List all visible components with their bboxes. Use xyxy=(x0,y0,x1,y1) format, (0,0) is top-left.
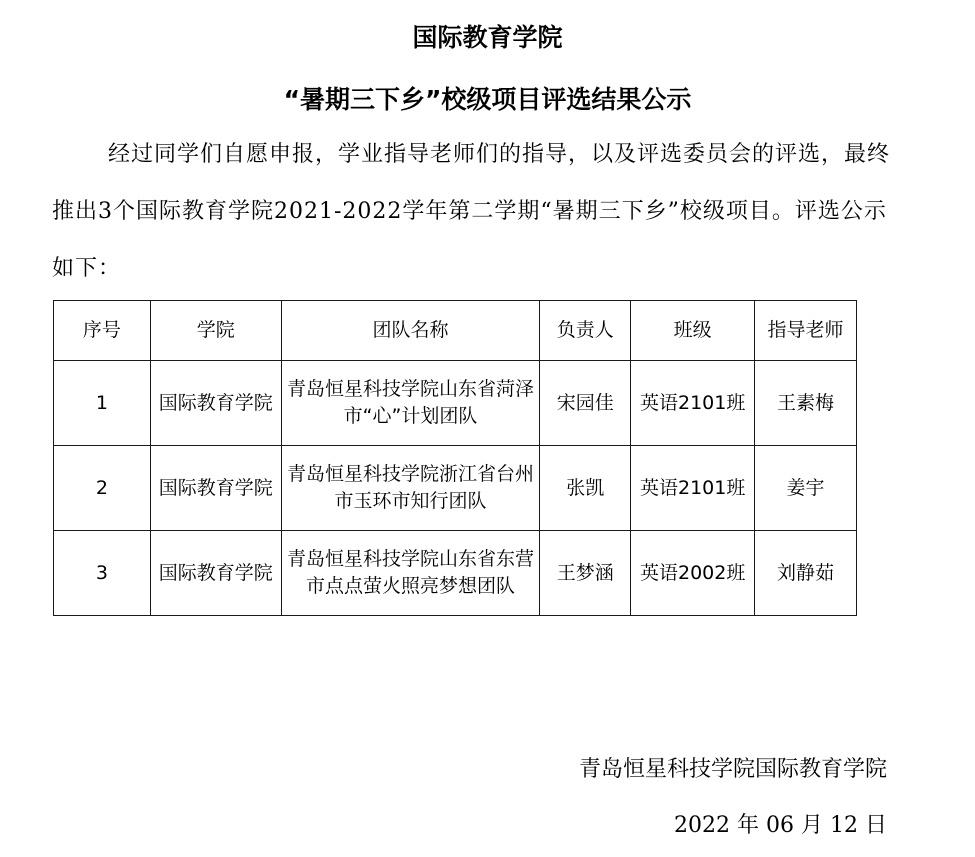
cell-advisor: 刘静茹 xyxy=(755,531,857,616)
cell-index: 2 xyxy=(54,446,151,531)
table-row xyxy=(54,531,857,616)
header-advisor: 指导老师 xyxy=(755,301,857,361)
header-class: 班级 xyxy=(631,301,755,361)
table-row xyxy=(54,361,857,446)
cell-college: 国际教育学院 xyxy=(150,531,281,616)
cell-leader: 宋园佳 xyxy=(540,361,631,446)
cell-advisor: 姜宇 xyxy=(755,446,857,531)
cell-college: 国际教育学院 xyxy=(150,446,281,531)
cell-index: 1 xyxy=(54,361,151,446)
table-header-row xyxy=(54,301,857,361)
page-title: 国际教育学院 xyxy=(412,23,563,52)
header-team-name: 团队名称 xyxy=(281,301,540,361)
header-index: 序号 xyxy=(54,301,151,361)
cell-class: 英语2101班 xyxy=(631,446,755,531)
page-subtitle: “暑期三下乡”校级项目评选结果公示 xyxy=(283,85,692,114)
cell-index: 3 xyxy=(54,531,151,616)
table-row xyxy=(54,446,857,531)
cell-college: 国际教育学院 xyxy=(150,361,281,446)
cell-advisor: 王素梅 xyxy=(755,361,857,446)
cell-leader: 张凯 xyxy=(540,446,631,531)
intro-paragraph: 经过同学们自愿申报，学业指导老师们的指导，以及评选委员会的评选，最终推出3个国际教育学院2021-2022学年第二学期“暑期三下乡”校级项目。评选公示如下： xyxy=(52,142,891,281)
header-leader: 负责人 xyxy=(540,301,631,361)
results-table xyxy=(53,300,857,616)
cell-class: 英语2002班 xyxy=(631,531,755,616)
issue-date: 2022 年 06 月 12 日 xyxy=(674,813,887,838)
cell-team-name: 青岛恒星科技学院浙江省台州市玉环市知行团队 xyxy=(281,446,540,531)
cell-team-name: 青岛恒星科技学院山东省东营市点点萤火照亮梦想团队 xyxy=(281,531,540,616)
cell-leader: 王梦涵 xyxy=(540,531,631,616)
cell-team-name: 青岛恒星科技学院山东省菏泽市“心”计划团队 xyxy=(281,361,540,446)
header-college: 学院 xyxy=(150,301,281,361)
issuing-organization: 青岛恒星科技学院国际教育学院 xyxy=(578,757,887,782)
cell-class: 英语2101班 xyxy=(631,361,755,446)
